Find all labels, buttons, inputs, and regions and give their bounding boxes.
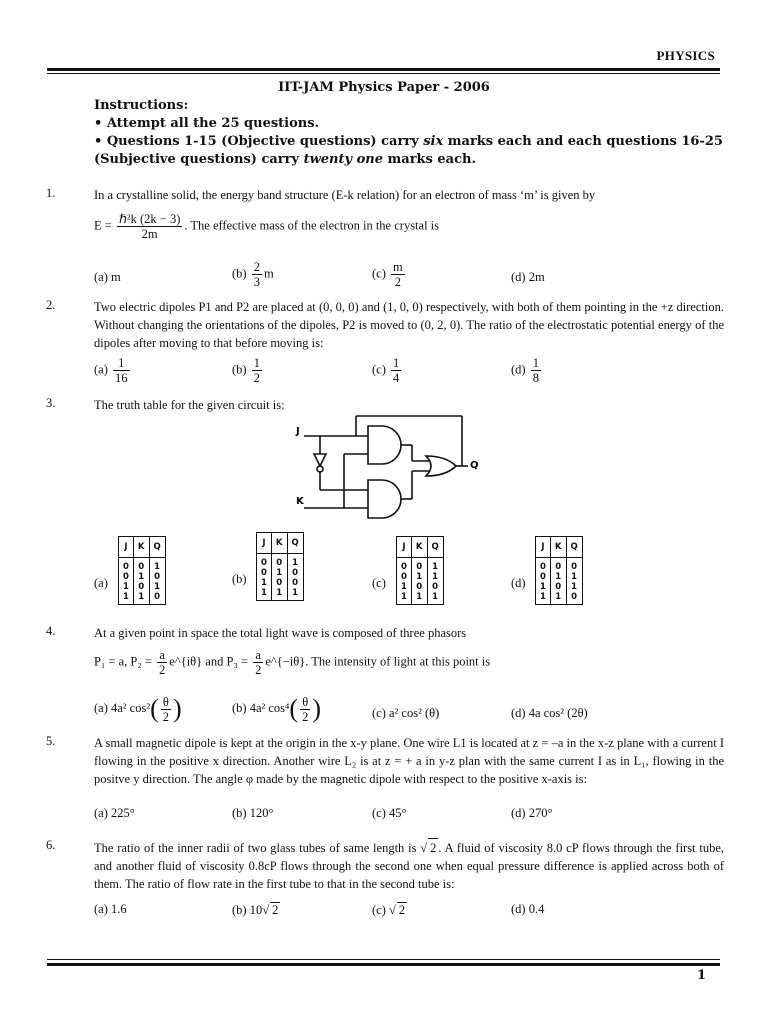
truth-table-column [411,558,427,605]
q5-number: 5. [46,734,56,748]
truth-table-cell: 1 [154,562,161,572]
truth-table-header: J [257,533,272,554]
circuit-output-q: Q [470,460,479,471]
truth-table-column [257,554,272,601]
truth-table-column [119,558,134,605]
truth-table-cell: 0 [416,582,423,592]
truth-table-cell: 0 [123,572,129,582]
truth-table-cell: 1 [276,568,283,578]
truth-table-cell: 1 [571,572,578,582]
truth-table-cell: 0 [292,578,299,588]
q4-phasor-equation: P₁ = a, P₂ = $\frac{a}{2}$ e^{iθ} and P₃ = $\frac{a}{2}$ e^{−iθ}. The intensity of light at this point is [94,648,491,677]
q1-option-a[interactable]: (a) m [94,270,121,284]
truth-table-cell: 1 [154,582,161,592]
truth-table-cell: 1 [401,592,407,602]
q2-option-a[interactable]: (a) $\frac{1}{16}$ [94,356,128,385]
q2-option-b[interactable]: (b) $\frac{1}{2}$ [232,356,260,385]
q6-number: 6. [46,838,56,852]
q6-option-b[interactable]: (b) 10√ 2 [232,903,279,917]
q5-option-d[interactable]: (d) 270° [511,806,553,820]
truth-table-cell: 1 [292,588,299,598]
q6-text: The ratio of the inner radii of two glass tubes of same length is √ 2 . A fluid of viscosity 8.0 cP flows through the first tube, and another fluid of viscosity 0.8cP flows through the second one when equal pressure difference is applied across both of them. The ratio of flow rate in the first tube to that in the second tube is: [94,838,724,893]
truth-table [256,532,304,601]
q3-option-label: (d) [511,576,526,590]
truth-table-header: K [411,537,427,558]
footer-rule-thin [47,959,720,960]
q4-option-a[interactable]: (a) 4a² cos²( $\frac{\theta}{2}$ ) [94,694,182,724]
header-rule-thin [47,73,720,74]
truth-table-column [397,558,412,605]
q4-option-d[interactable]: (d) 4a cos² (2θ) [511,706,588,720]
instruction-line-1: • Attempt all the 25 questions. [94,116,320,131]
instructions-heading: Instructions: [94,98,189,113]
q3-number: 3. [46,396,56,410]
truth-table-cell: 1 [261,588,267,598]
page-number: 1 [696,968,706,983]
truth-table-cell: 0 [123,562,129,572]
header-rule-thick [47,68,720,71]
footer-rule-thick [47,963,720,966]
subject-header: PHYSICS [656,48,715,63]
truth-table-header: Q [566,537,582,558]
truth-table-cell: 1 [276,588,283,598]
q6-option-d[interactable]: (d) 0.4 [511,902,545,916]
q5-option-b[interactable]: (b) 120° [232,806,274,820]
truth-table-cell: 0 [138,562,145,572]
q4-text: At a given point in space the total light wave is composed of three phasors [94,626,467,640]
truth-table-column [427,558,443,605]
truth-table-cell: 0 [401,562,407,572]
truth-table-cell: 0 [416,562,423,572]
truth-table-cell: 0 [540,572,546,582]
truth-table-cell: 1 [416,592,423,602]
q1-option-c[interactable]: (c) $\frac{m}{2}$ [372,260,403,289]
truth-table-cell: 0 [261,558,267,568]
truth-table-cell: 0 [154,592,161,602]
q4-option-b[interactable]: (b) 4a² cos⁴( $\frac{\theta}{2}$ ) [232,694,321,724]
truth-table-cell: 1 [540,582,546,592]
truth-table-column [536,558,551,605]
truth-table-cell: 0 [571,562,578,572]
truth-table-cell: 1 [138,572,145,582]
truth-table-header: J [536,537,551,558]
truth-table-cell: 1 [416,572,423,582]
truth-table-cell: 1 [123,592,129,602]
q1-number: 1. [46,186,56,200]
circuit-input-k: K [296,496,304,507]
truth-table-cell: 1 [540,592,546,602]
q5-text: A small magnetic dipole is kept at the origin in the x-y plane. One wire L1 is located at z = –a in the x-z plane with a current I flowing in the positive x direction. Another wire L₂ is at z = + a in y-z plan with the same current I as in L₁, flowing in the positve y direction. The angle φ made by the magnetic dipole with respect to the positive x-axis is: [94,736,724,786]
q2-text: Two electric dipoles P1 and P2 are placed at (0, 0, 0) and (1, 0, 0) respectively, with both of them pointing in the +z direction. Without changing the orientations of the dipoles, P2 is moved to (0, 2, 0). The ratio of the electrostatic potential energy of the dipoles after moving to that before moving is: [94,300,724,350]
truth-table-cell: 0 [276,558,283,568]
truth-table-cell: 1 [138,592,145,602]
truth-table-cell: 0 [432,582,439,592]
truth-table [396,536,444,605]
truth-table-cell: 1 [401,582,407,592]
q1-option-b[interactable]: (b) $\frac{2}{3}$ m [232,260,274,289]
q4-option-c[interactable]: (c) a² cos² (θ) [372,706,440,720]
truth-table-cell: 0 [292,568,299,578]
q2-number: 2. [46,298,56,312]
q1-equation: E = $\frac{\text{ℏ²k (2k − 3)}}{2m}$ . The effective mass of the electron in the crystal is [94,212,440,241]
truth-table-cell: 1 [571,582,578,592]
truth-table-cell: 0 [276,578,283,588]
truth-table-cell: 1 [261,578,267,588]
paper-title: IIT-JAM Physics Paper - 2006 [278,80,490,95]
truth-table-column [133,558,149,605]
truth-table-header: K [133,537,149,558]
truth-table-header: K [271,533,287,554]
truth-table-cell: 0 [154,572,161,582]
q4-number: 4. [46,624,56,638]
q6-option-a[interactable]: (a) 1.6 [94,902,127,916]
q1-text: In a crystalline solid, the energy band structure (E-k relation) for an electron of mass ‘m’ is given by [94,188,596,202]
truth-table-cell: 0 [555,562,562,572]
truth-table [535,536,583,605]
truth-table-cell: 1 [292,558,299,568]
q3-option-label: (c) [372,576,386,590]
instruction-line-2: • Questions 1-15 (Objective questions) carry six marks each and each questions 16-25 (Subjective questions) carry twenty one marks each. [94,134,723,167]
truth-table-column [566,558,582,605]
truth-table-column [149,558,165,605]
q3-option-label: (a) [94,576,108,590]
truth-table-header: Q [427,537,443,558]
truth-table-column [287,554,303,601]
q2-option-d[interactable]: (d) $\frac{1}{8}$ [511,356,539,385]
truth-table-column [271,554,287,601]
q5-option-c[interactable]: (c) 45° [372,806,407,820]
q6-option-c[interactable]: (c) √ 2 [372,903,406,917]
truth-table-header: J [397,537,412,558]
truth-table-cell: 1 [432,592,439,602]
truth-table-cell: 1 [432,562,439,572]
truth-table-cell: 1 [555,572,562,582]
q2-option-c[interactable]: (c) $\frac{1}{4}$ [372,356,400,385]
truth-table-cell: 0 [540,562,546,572]
truth-table-cell: 1 [432,572,439,582]
truth-table [118,536,166,605]
truth-table-cell: 1 [123,582,129,592]
q5-option-a[interactable]: (a) 225° [94,806,135,820]
circuit-input-j: J [296,426,300,437]
q3-text: The truth table for the given circuit is: [94,398,285,412]
truth-table-header: J [119,537,134,558]
truth-table-header: K [550,537,566,558]
truth-table-cell: 0 [138,582,145,592]
truth-table-header: Q [287,533,303,554]
q1-option-d[interactable]: (d) 2m [511,270,545,284]
truth-table-column [550,558,566,605]
truth-table-cell: 0 [261,568,267,578]
logic-circuit-diagram [290,408,490,520]
truth-table-cell: 1 [555,592,562,602]
truth-table-cell: 0 [401,572,407,582]
truth-table-cell: 0 [555,582,562,592]
truth-table-cell: 0 [571,592,578,602]
truth-table-header: Q [149,537,165,558]
q3-option-label: (b) [232,572,247,586]
